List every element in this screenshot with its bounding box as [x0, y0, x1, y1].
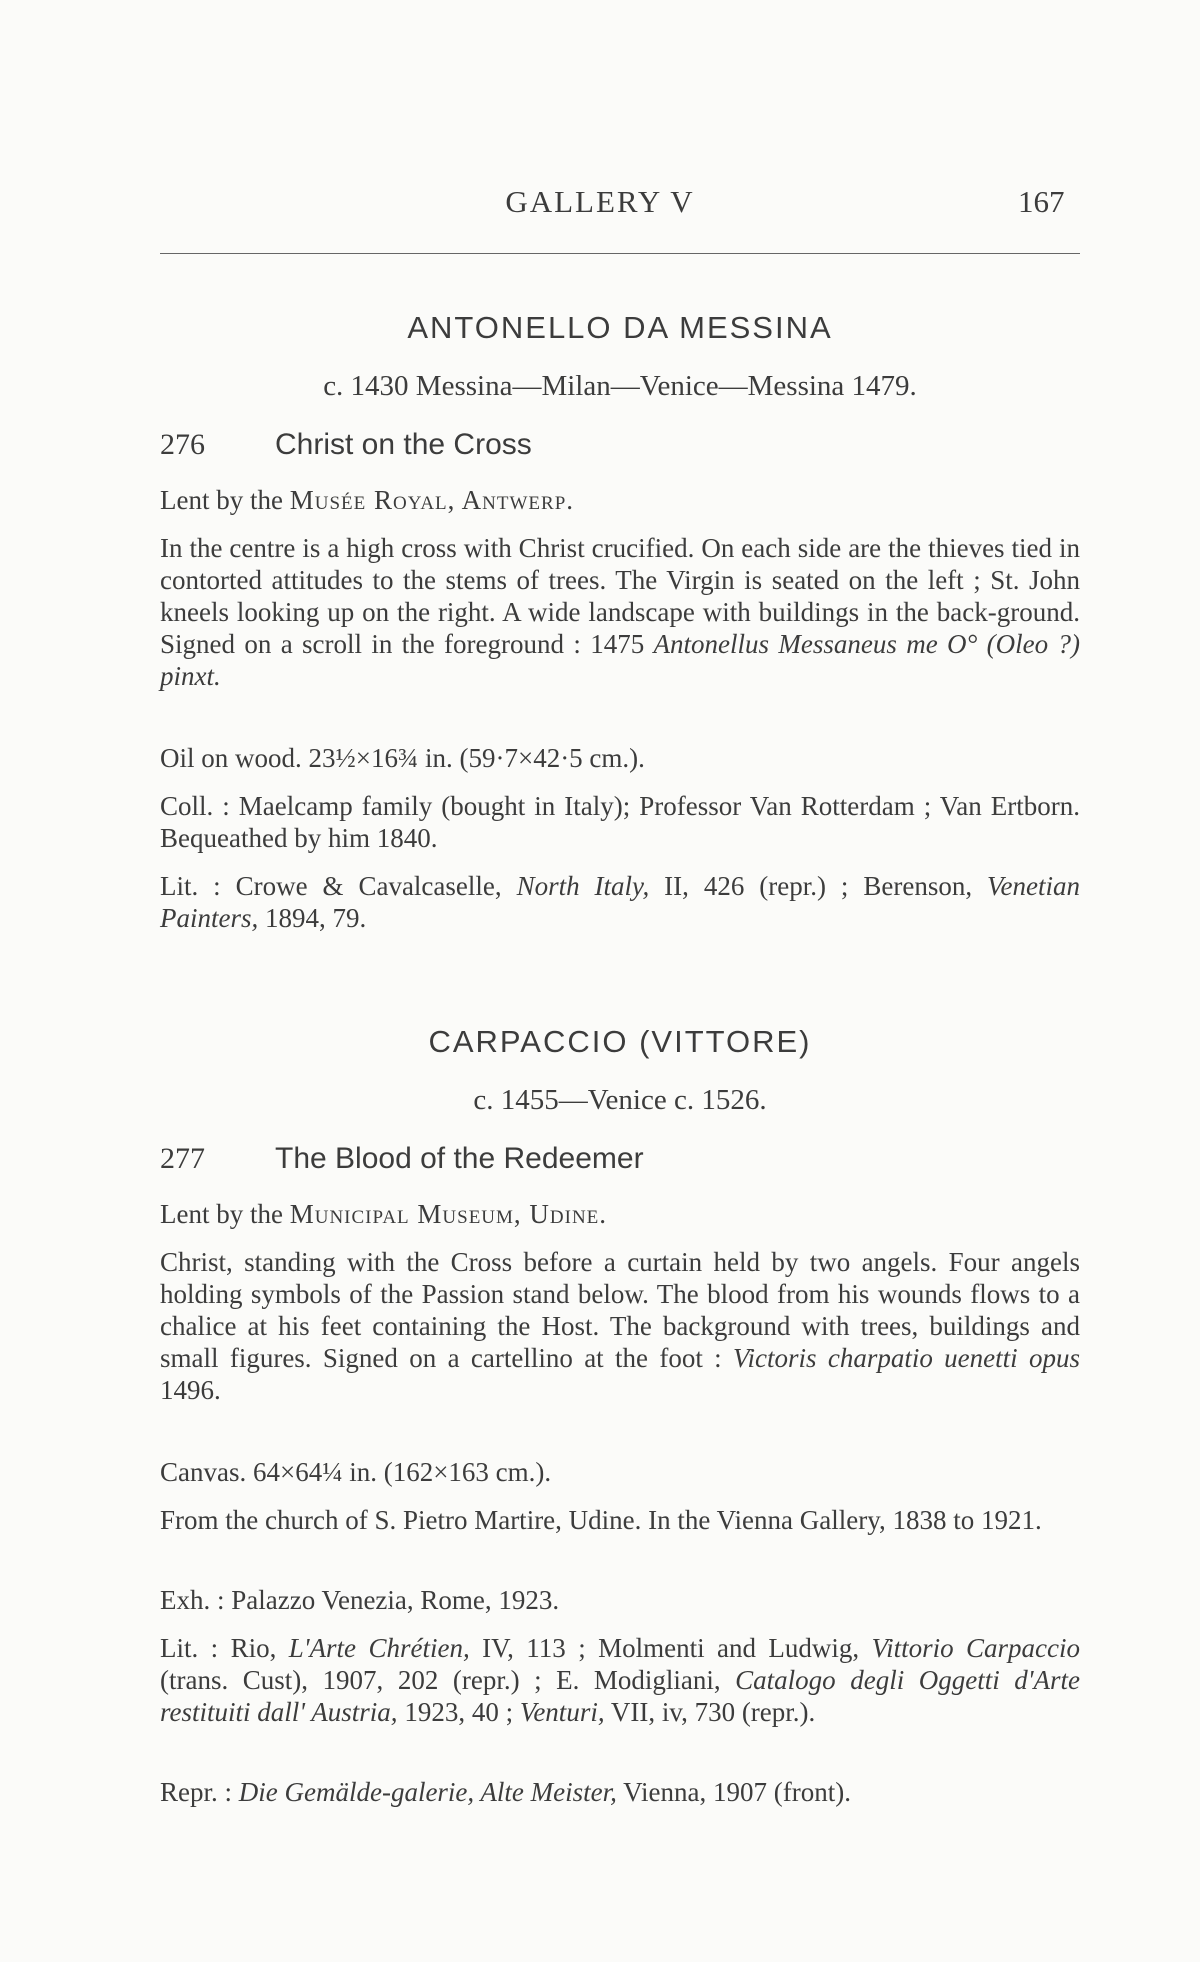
painting-title: Christ on the Cross — [275, 428, 532, 461]
lender-line — [160, 484, 1080, 516]
collection-note: Coll. : Maelcamp family (bought in Italy); Professor Van Rotterdam ; Van Ertborn. Bequeathed by him 1840. — [160, 791, 1080, 853]
literature-text: IV, 113 ; Molmenti and Ludwig, — [469, 1633, 872, 1663]
medium-line: Oil on wood. 23½×16¾ in. (59·7×42·5 cm.). — [160, 743, 645, 773]
lender-line — [160, 1198, 1080, 1230]
literature-work: Venturi, — [519, 1697, 605, 1727]
description-text: In the centre is a high cross with Christ crucified. On each side are the thieves tied in contorted attitudes to the stems of trees. The Virgin is seated on the left ; St. John kneels looking up on the right. A wide landscape with buildings in the back-ground. Signed on a scroll in the foreground : 1475 — [160, 533, 1080, 659]
artist-heading: CARPACCIO (VITTORE) — [428, 1024, 812, 1059]
literature-work: L'Arte Chrétien, — [288, 1633, 470, 1663]
literature-work: Vittorio Carpaccio — [871, 1633, 1080, 1663]
literature-text: VII, iv, 730 (repr.). — [604, 1697, 816, 1727]
reproduction-note — [160, 1776, 1080, 1808]
literature-note — [160, 1632, 1080, 1728]
painting-title: The Blood of the Redeemer — [275, 1142, 644, 1175]
literature-text: Lit. : Rio, — [160, 1633, 289, 1663]
literature-work: Venetian Painters, — [160, 871, 1080, 933]
running-title: GALLERY V — [505, 184, 695, 219]
literature-text: 1923, 40 ; — [397, 1697, 520, 1727]
medium-line: Canvas. 64×64¼ in. (162×163 cm.). — [160, 1457, 552, 1487]
lender-name: Municipal Museum, Udine. — [289, 1199, 608, 1229]
description — [160, 1246, 1080, 1406]
reproduction-text: Vienna, 1907 (front). — [616, 1777, 851, 1807]
artist-dates: c. 1455—Venice c. 1526. — [473, 1084, 767, 1116]
catalogue-number: 277 — [160, 1142, 205, 1175]
provenance-note: From the church of S. Pietro Martire, Udine. In the Vienna Gallery, 1838 to 1921. — [160, 1505, 1042, 1535]
lent-prefix: Lent by the — [160, 485, 290, 515]
literature-text: II, 426 (repr.) ; Berenson, — [649, 871, 988, 901]
exhibition-note: Exh. : Palazzo Venezia, Rome, 1923. — [160, 1585, 560, 1615]
description-text: Christ, standing with the Cross before a curtain held by two angels. Four angels holding symbols of the Passion stand below. The blood from his wounds flows to a chalice at his feet containing the Host. The background with trees, buildings and small figures. Signed on a cartellino at the foot : — [160, 1247, 1080, 1373]
literature-note — [160, 870, 1080, 934]
description — [160, 532, 1080, 692]
header-rule — [160, 253, 1080, 254]
literature-text: (trans. Cust), 1907, 202 (repr.) ; E. Modigliani, — [160, 1665, 736, 1695]
literature-work: Catalogo degli Oggetti d'Arte restituiti dall' Austria, — [160, 1665, 1081, 1727]
page-number: 167 — [1018, 184, 1065, 219]
literature-text: Lit. : Crowe & Cavalcaselle, — [160, 871, 517, 901]
catalogue-number: 276 — [160, 428, 205, 461]
reproduction-work: Die Gemälde-galerie, Alte Meister, — [238, 1777, 617, 1807]
literature-work: North Italy, — [516, 871, 650, 901]
lender-name: Musée Royal, Antwerp. — [289, 485, 575, 515]
signature-year: 1496. — [160, 1375, 221, 1405]
lent-prefix: Lent by the — [160, 1199, 290, 1229]
signature-text: Antonellus Messaneus me O° (Oleo ?) pinxt. — [160, 629, 1080, 691]
artist-heading: ANTONELLO DA MESSINA — [407, 310, 833, 345]
reproduction-text: Repr. : — [160, 1777, 239, 1807]
literature-text: 1894, 79. — [258, 903, 367, 933]
signature-text: Victoris charpatio uenetti opus — [733, 1343, 1080, 1373]
artist-dates: c. 1430 Messina—Milan—Venice—Messina 1479. — [323, 370, 917, 402]
